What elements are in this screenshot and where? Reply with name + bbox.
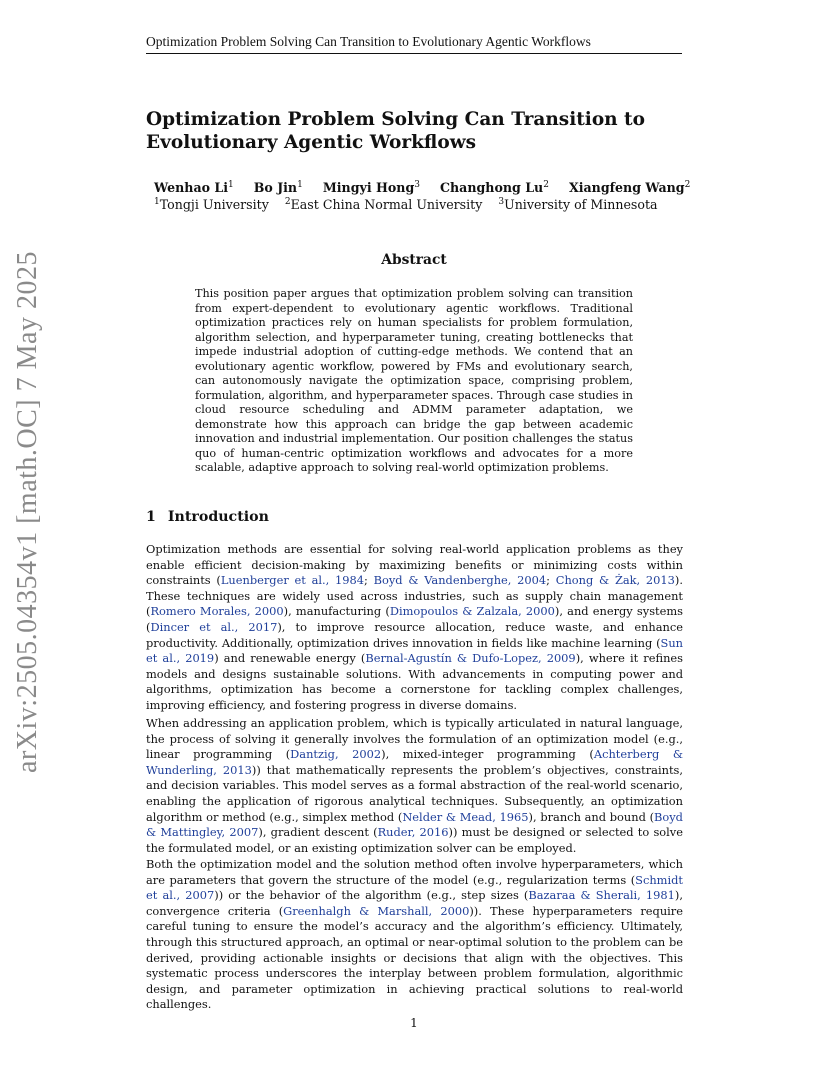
body-paragraph	[146, 857, 683, 1013]
abstract-text: This position paper argues that optimization problem solving can transition from expert-dependent to evolutionary agentic workflows. Traditional optimization practices rely on human specialists for problem formulation, algorithm selection, and hyperparameter tuning, creating bottlenecks that impede industrial adoption of cutting-edge methods. We contend that an evolutionary agentic workflow, powered by FMs and evolutionary search, can autonomously navigate the optimization space, comprising problem, formulation, algorithm, and hyperparameter spaces. Through case studies in cloud resource scheduling and ADMM parameter adaptation, we demonstrate how this approach can bridge the gap between academic innovation and industrial implementation. Our position challenges the status quo of human-centric optimization workflows and advocates for a more scalable, adaptive approach to solving real-world optimization problems.	[195, 287, 633, 474]
body-paragraph	[146, 716, 683, 856]
paragraph-text: ), and energy systems (	[146, 604, 683, 634]
paragraph-text: ). These techniques are widely used across industries, such as supply chain management (	[146, 573, 683, 619]
citation-link[interactable]: Dincer et al., 2017	[150, 619, 278, 634]
paragraph-text: ), to improve resource allocation, reduce waste, and enhance productivity. Additionally, optimization drives innovation in fields like machine learning (	[146, 619, 683, 650]
section-number: 1	[146, 509, 156, 525]
section-heading	[146, 509, 682, 525]
running-header: Optimization Problem Solving Can Transition to Evolutionary Agentic Workflows	[146, 34, 682, 54]
paragraph-text: ) and renewable energy (	[214, 651, 366, 666]
author: Bo Jin$^1$	[253, 180, 303, 196]
paragraph-text: )) that mathematically represents the problem’s objectives, constraints, and decision variables. This model serves as a formal abstraction of the real-world scenario, enabling the application of rigorous analytical techniques. Subsequently, an optimization algorithm or method (e.g., simplex method (	[146, 762, 683, 824]
citation-link[interactable]: Luenberger et al., 1984	[220, 573, 365, 588]
paragraph-text: Optimization methods are essential for solving real-world application problems as they enable efficient decision-making by maximizing benefits or minimizing costs within constraints (	[146, 542, 683, 588]
citation-link[interactable]: Bazaraa & Sherali, 1981	[528, 888, 675, 903]
citation-link[interactable]: Chong & Żak, 2013	[555, 573, 675, 588]
author: Wenhao Li$^1$	[154, 180, 234, 196]
citation-link[interactable]: Bernal-Agustín & Dufo-Lopez, 2009	[365, 651, 576, 666]
paragraph-text: ), gradient descent (	[258, 825, 378, 840]
citation-link[interactable]: Boyd & Mattingley, 2007	[146, 809, 683, 840]
citation-link[interactable]: Achterberg & Wunderling, 2013	[146, 747, 684, 777]
citation-link[interactable]: Schmidt et al., 2007	[146, 872, 683, 903]
paragraph-text: ), manufacturing (	[283, 604, 390, 619]
arxiv-identifier: arXiv:2505.04354v1 [math.OC] 7 May 2025	[12, 251, 44, 773]
paragraph-text: Both the optimization model and the solution method often involve hyperparameters, which are parameters that govern the structure of the model (e.g., regularization terms (	[146, 857, 683, 887]
citation-link[interactable]: Romero Morales, 2000	[150, 604, 284, 619]
paragraph-text: ), mixed-integer programming (	[381, 747, 594, 762]
citation-link[interactable]: Ruder, 2016	[377, 825, 449, 840]
affiliation-list	[154, 197, 694, 212]
citation-link[interactable]: Greenhalgh & Marshall, 2000	[283, 903, 470, 918]
paragraph-text: )) must be designed or selected to solve the formulated model, or an existing optimization solver can be employed.	[146, 825, 683, 855]
arxiv-side-stamp	[6, 251, 50, 773]
author: Xiangfeng Wang$^2$	[568, 180, 691, 196]
paragraph-text: ), where it refines models and designs sustainable solutions. With advancements in computing power and algorithms, optimization has become a cornerstone for tackling complex challenges, improving efficiency, and fostering progress in diverse domains.	[146, 651, 683, 712]
citation-link[interactable]: Sun et al., 2019	[146, 635, 683, 666]
citation-link[interactable]: Dantzig, 2002	[290, 747, 382, 762]
paragraph-text: ), branch and bound (	[528, 809, 655, 824]
section-title: Introduction	[167, 509, 269, 525]
abstract-heading: Abstract	[381, 252, 447, 268]
citation-link[interactable]: Boyd & Vandenberghe, 2004	[373, 573, 547, 588]
author: Mingyi Hong$^3$	[322, 180, 420, 196]
body-paragraph	[146, 542, 683, 714]
affiliation: $^1$Tongji University	[154, 197, 269, 213]
paper-title: Optimization Problem Solving Can Transition to Evolutionary Agentic Workflows	[146, 109, 645, 153]
affiliation: $^2$East China Normal University	[284, 197, 483, 213]
paragraph-text: ), convergence criteria (	[146, 888, 683, 918]
paragraph-text: )) or the behavior of the algorithm (e.g., step sizes (	[214, 888, 529, 903]
paragraph-text: ;	[364, 573, 374, 588]
citation-link[interactable]: Dimopoulos & Zalzala, 2000	[389, 604, 555, 619]
author-list	[154, 180, 694, 195]
paragraph-text: ;	[546, 573, 556, 588]
affiliation: $^3$University of Minnesota	[498, 197, 658, 213]
paragraph-text: When addressing an application problem, which is typically articulated in natural language, the process of solving it generally involves the formulation of an optimization model (e.g., linear programming (	[146, 716, 683, 762]
citation-link[interactable]: Nelder & Mead, 1965	[402, 809, 529, 824]
page-number: 1	[410, 1016, 418, 1030]
paragraph-text: )). These hyperparameters require careful tuning to ensure the model’s accuracy and the algorithm’s efficiency. Ultimately, through this structured approach, an optimal or near-optimal solution to the problem can be derived, providing actionable insights or decisions that align with the objectives. This systematic process underscores the interplay between problem formulation, algorithmic design, and parameter optimization in achieving practical solutions to real-world challenges.	[146, 903, 683, 1012]
author: Changhong Lu$^2$	[440, 180, 549, 196]
